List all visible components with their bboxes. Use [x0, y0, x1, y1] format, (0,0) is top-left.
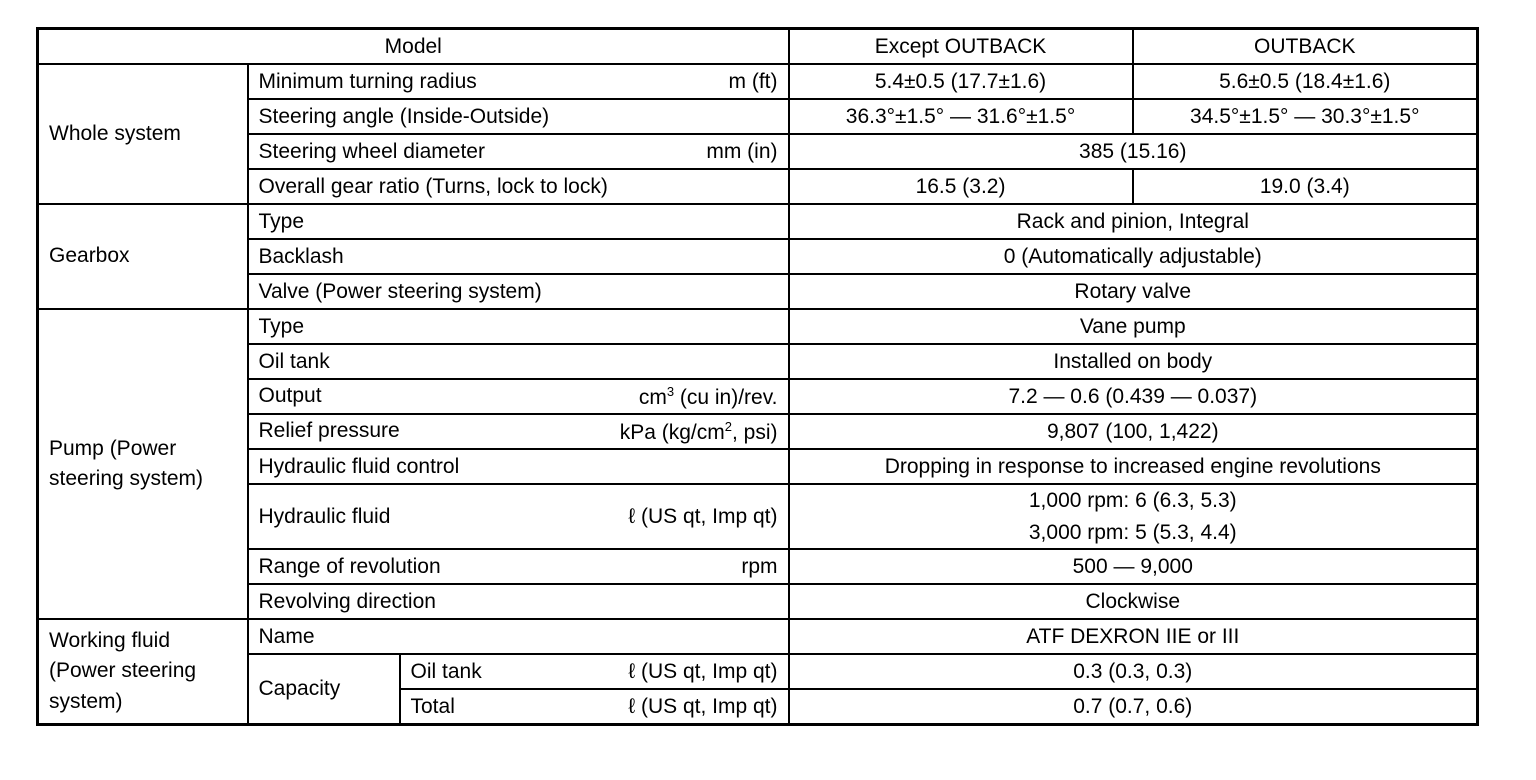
value-shared: Installed on body — [789, 344, 1478, 379]
unit-label: $cm^3$ (cu in)/rev. — [638, 383, 778, 409]
item-label: Steering wheel diameter — [258, 139, 485, 163]
value-shared: 385 (15.16) — [789, 134, 1478, 169]
row-label — [248, 134, 789, 169]
row-label — [248, 64, 789, 99]
value-shared: Rack and pinion, Integral — [789, 204, 1478, 239]
table-row — [38, 344, 1478, 379]
table-row — [38, 654, 1478, 689]
table-row — [38, 449, 1478, 484]
unit-label: ℓ (US qt, Imp qt) — [628, 504, 778, 528]
value-shared: 500 — 9,000 — [789, 549, 1478, 584]
value-shared: Clockwise — [789, 584, 1478, 619]
except-outback-header: Except OUTBACK — [789, 29, 1133, 65]
row-label — [248, 484, 789, 549]
unit-label: ℓ (US qt, Imp qt) — [628, 659, 778, 683]
value-outback: 5.6±0.5 (18.4±1.6) — [1133, 64, 1478, 99]
model-header: Model — [38, 29, 789, 65]
table-row — [38, 619, 1478, 654]
row-label — [248, 379, 789, 414]
item-label: Oil tank — [248, 344, 789, 379]
item-label: Oil tank — [410, 659, 482, 683]
row-label — [248, 414, 789, 449]
item-label: Type — [248, 309, 789, 344]
row-label — [400, 689, 789, 725]
value-except: 16.5 (3.2) — [789, 169, 1133, 204]
value-line-1: 1,000 rpm: 6 (6.3, 5.3) — [1028, 489, 1237, 512]
item-label: Steering angle (Inside-Outside) — [248, 99, 789, 134]
value-outback: 19.0 (3.4) — [1133, 169, 1478, 204]
value-shared: 7.2 — 0.6 (0.439 — 0.037) — [789, 379, 1478, 414]
value-except: 5.4±0.5 (17.7±1.6) — [789, 64, 1133, 99]
table-row — [38, 309, 1478, 344]
item-label: Relief pressure — [258, 418, 400, 442]
item-label: Range of revolution — [258, 554, 441, 578]
table-row — [38, 379, 1478, 414]
table-row — [38, 414, 1478, 449]
value-shared: 0.3 (0.3, 0.3) — [789, 654, 1478, 689]
item-label: Total — [410, 694, 455, 718]
item-label: Minimum turning radius — [258, 69, 477, 93]
value-shared: 9,807 (100, 1,422) — [789, 414, 1478, 449]
unit-label: kPa ($kg/cm^2$, psi) — [619, 418, 778, 444]
item-label: Type — [248, 204, 789, 239]
header-row — [38, 29, 1478, 65]
item-label: Hydraulic fluid — [258, 504, 391, 528]
unit-label: ℓ (US qt, Imp qt) — [628, 694, 778, 718]
unit-label: mm (in) — [706, 139, 778, 163]
unit-label: m (ft) — [728, 69, 778, 93]
table-row — [38, 484, 1478, 549]
group-pump: Pump (Power steering system) — [38, 309, 248, 619]
table-row — [38, 134, 1478, 169]
outback-header: OUTBACK — [1133, 29, 1478, 65]
group-working-fluid: Working fluid (Power steering system) — [38, 619, 248, 725]
value-shared: 0.7 (0.7, 0.6) — [789, 689, 1478, 725]
item-label: Revolving direction — [248, 584, 789, 619]
table-row — [38, 584, 1478, 619]
item-label: Valve (Power steering system) — [248, 274, 789, 309]
group-whole-system: Whole system — [38, 64, 248, 204]
value-shared — [789, 484, 1478, 549]
value-shared: 0 (Automatically adjustable) — [789, 239, 1478, 274]
item-label: Hydraulic fluid control — [248, 449, 789, 484]
unit-label: rpm — [741, 554, 778, 578]
table-row — [38, 204, 1478, 239]
item-label: Name — [248, 619, 789, 654]
value-line-2: 3,000 rpm: 5 (5.3, 4.4) — [1028, 520, 1237, 544]
capacity-label: Capacity — [248, 654, 400, 725]
row-label — [400, 654, 789, 689]
table-row — [38, 169, 1478, 204]
value-shared: Rotary valve — [789, 274, 1478, 309]
table-row — [38, 274, 1478, 309]
value-except: 36.3°±1.5° — 31.6°±1.5° — [789, 99, 1133, 134]
group-gearbox: Gearbox — [38, 204, 248, 309]
table-row — [38, 549, 1478, 584]
table-row — [38, 99, 1478, 134]
item-label: Overall gear ratio (Turns, lock to lock) — [248, 169, 789, 204]
table-row — [38, 239, 1478, 274]
value-outback: 34.5°±1.5° — 30.3°±1.5° — [1133, 99, 1478, 134]
value-shared: Vane pump — [789, 309, 1478, 344]
item-label: Backlash — [248, 239, 789, 274]
table-row — [38, 64, 1478, 99]
row-label — [248, 549, 789, 584]
value-shared: Dropping in response to increased engine revolutions — [789, 449, 1478, 484]
item-label: Output — [258, 383, 322, 407]
steering-spec-table — [36, 27, 1479, 726]
value-shared: ATF DEXRON IIE or III — [789, 619, 1478, 654]
